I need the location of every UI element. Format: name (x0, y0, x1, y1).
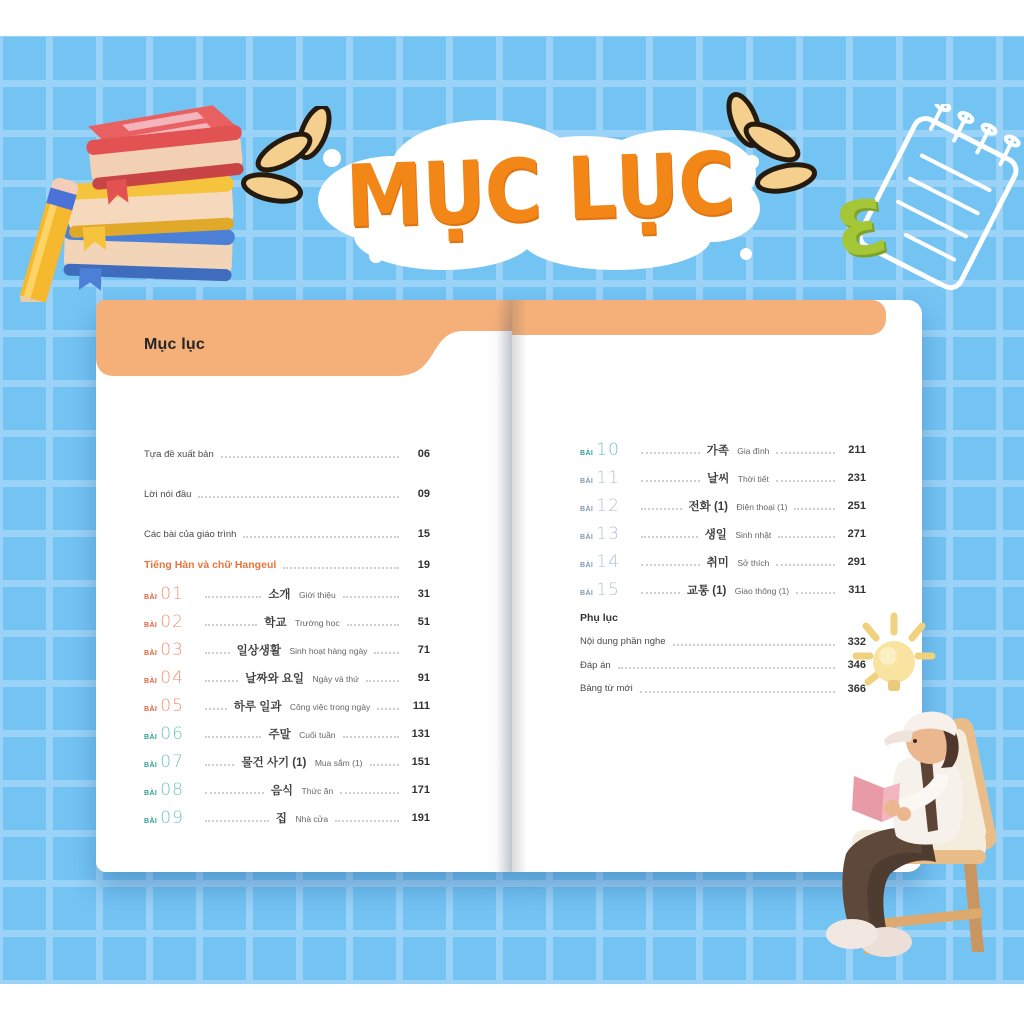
toc-lesson-row (580, 576, 866, 604)
lesson-title-korean: 집 (275, 813, 288, 825)
lesson-badge (580, 552, 634, 572)
lesson-number: 05 (160, 696, 184, 716)
toc-lesson-row (144, 692, 430, 720)
lesson-title (234, 697, 370, 715)
toc-lesson-row (580, 548, 866, 576)
lesson-title-korean: 취미 (706, 557, 729, 569)
toc-lesson-row (144, 776, 430, 804)
lesson-badge-label: BÀI (144, 818, 158, 825)
page-number: 09 (417, 488, 430, 500)
toc-lesson-row (144, 720, 430, 748)
dotted-leader (641, 592, 680, 594)
lesson-badge-label: BÀI (144, 762, 158, 769)
lesson-badge-label: BÀI (580, 450, 594, 457)
page-number: 131 (411, 728, 430, 740)
page-number: 211 (848, 444, 866, 456)
page-number: 332 (847, 635, 866, 648)
dotted-leader (343, 596, 399, 598)
toc-label: Đáp án (580, 659, 611, 671)
lesson-title (705, 525, 772, 543)
lesson-badge-label: BÀI (580, 506, 594, 513)
lesson-number: 12 (596, 496, 620, 516)
lesson-title-korean: 날짜와 요일 (245, 673, 304, 685)
toc-row (580, 654, 866, 678)
page-number: 06 (417, 448, 430, 460)
lesson-list-right (580, 436, 866, 604)
lesson-number: 02 (160, 612, 184, 632)
page-title: MỤC LỤC (344, 134, 736, 248)
lesson-title-vietnamese: Ngày và thứ (312, 674, 359, 684)
page-number: 291 (847, 556, 866, 568)
lesson-title-korean: 전화 (1) (688, 501, 728, 513)
dotted-leader (778, 536, 835, 538)
toc-label: Các bài của giáo trình (144, 528, 237, 540)
reading-character-icon (788, 680, 1020, 970)
lesson-title-korean: 교통 (1) (686, 585, 727, 597)
lesson-badge-label: BÀI (144, 790, 158, 797)
lesson-title (707, 441, 770, 459)
lesson-badge-label: BÀI (144, 594, 158, 601)
toc-lesson-row (144, 664, 430, 692)
lesson-badge (144, 612, 198, 632)
lesson-badge (580, 580, 634, 600)
dotted-leader (205, 820, 269, 822)
lesson-badge (144, 752, 198, 772)
page-number: 31 (417, 588, 430, 600)
dotted-leader (641, 536, 698, 538)
lesson-number: 08 (160, 780, 184, 800)
lesson-badge-label: BÀI (144, 706, 158, 713)
lesson-title-vietnamese: Nhà cửa (295, 814, 329, 824)
lesson-badge-label: BÀI (580, 478, 594, 485)
toc-lesson-row (144, 580, 430, 608)
dotted-leader (776, 452, 835, 454)
lesson-badge-label: BÀI (580, 534, 594, 541)
right-page-header-band (512, 300, 886, 335)
dotted-leader (374, 652, 399, 654)
lesson-number: 06 (160, 724, 184, 744)
toc-row (144, 474, 430, 514)
dotted-leader (205, 764, 234, 766)
lesson-badge (144, 780, 198, 800)
lesson-number: 13 (596, 524, 620, 544)
dotted-leader (776, 564, 835, 566)
page-number: 15 (417, 528, 430, 540)
lesson-badge-label: BÀI (144, 678, 158, 685)
lesson-title (264, 613, 339, 631)
toc-lesson-row (144, 804, 430, 832)
lesson-badge (144, 668, 198, 688)
page-number: 91 (417, 672, 430, 684)
dotted-leader (205, 652, 230, 654)
lesson-badge (144, 640, 198, 660)
lesson-badge (580, 524, 634, 544)
lesson-number: 01 (160, 584, 184, 604)
toc-lesson-row (580, 464, 866, 492)
lesson-list-left (144, 580, 430, 832)
lesson-badge (580, 440, 634, 460)
lesson-badge-label: BÀI (580, 562, 594, 569)
bottom-white-band (0, 984, 1024, 1024)
dotted-leader (796, 592, 835, 594)
toc-lesson-row (144, 608, 430, 636)
green-squiggle-icon: Ɛ (830, 182, 894, 276)
lesson-number: 14 (596, 552, 620, 572)
page-number: 111 (412, 700, 431, 712)
lesson-title-vietnamese: Thức ăn (301, 786, 334, 796)
lesson-title (268, 725, 335, 743)
lesson-title-vietnamese: Gia đình (737, 446, 770, 456)
toc-label: Lời nói đầu (144, 488, 192, 500)
lesson-badge-label: BÀI (144, 622, 158, 629)
dotted-leader (205, 708, 227, 710)
book-spine-shadow (497, 300, 527, 872)
page-number: 346 (847, 659, 866, 672)
lesson-title-vietnamese: Công việc trong ngày (289, 702, 371, 712)
lesson-badge-label: BÀI (144, 734, 158, 741)
toc-row (580, 630, 866, 654)
page-number: 231 (847, 472, 867, 484)
page-number: 271 (847, 528, 866, 540)
dotted-leader (641, 564, 700, 566)
lesson-title-korean: 가족 (706, 445, 729, 457)
dotted-leader (618, 667, 835, 669)
toc-lesson-row (580, 492, 866, 520)
lesson-title-korean: 일상생활 (236, 645, 281, 657)
dotted-leader (205, 736, 261, 738)
toc-lesson-row (580, 520, 866, 548)
lesson-title (276, 809, 328, 827)
page-number: 71 (417, 644, 430, 656)
dotted-leader (243, 536, 399, 538)
lesson-number: 15 (596, 580, 620, 600)
lesson-badge-label: BÀI (144, 650, 158, 657)
dotted-leader (673, 644, 835, 646)
dotted-leader (370, 764, 399, 766)
toc-label: Bảng từ mới (580, 683, 633, 695)
lesson-number: 10 (596, 440, 620, 460)
page-number: 171 (411, 784, 431, 796)
lesson-title-korean: 생일 (704, 529, 727, 541)
lesson-title (241, 753, 362, 771)
lesson-badge-label: BÀI (580, 590, 594, 597)
toc-row (144, 434, 430, 474)
dotted-leader (377, 708, 399, 710)
lesson-title-vietnamese: Sinh hoạt hàng ngày (289, 646, 368, 656)
lesson-title-vietnamese: Trường học (295, 618, 340, 628)
dotted-leader (347, 624, 399, 626)
lesson-title-korean: 주말 (268, 729, 291, 741)
lesson-title-vietnamese: Mua sắm (1) (314, 758, 363, 768)
lesson-title-vietnamese: Sở thích (737, 558, 770, 568)
lesson-number: 04 (160, 668, 184, 688)
section-row (144, 552, 430, 578)
lesson-number: 03 (160, 640, 184, 660)
lesson-title-vietnamese: Giao thông (1) (734, 586, 790, 596)
dotted-leader (283, 567, 399, 569)
dotted-leader (205, 624, 257, 626)
page-number: 51 (417, 616, 431, 628)
dotted-leader (198, 496, 399, 498)
lesson-title (707, 469, 769, 487)
lesson-title (271, 781, 333, 799)
appendix-title: Phụ lục (580, 612, 618, 624)
page-number: 151 (411, 756, 430, 768)
lesson-title-korean: 날씨 (707, 473, 730, 485)
dotted-leader (221, 456, 399, 458)
page-number: 251 (847, 500, 867, 512)
dotted-leader (205, 792, 264, 794)
lesson-badge (580, 496, 634, 516)
front-matter-list (144, 434, 430, 554)
page-number: 311 (848, 584, 867, 596)
notepad-icon (860, 104, 1024, 304)
toc-left-page (96, 300, 512, 872)
dotted-leader (366, 680, 399, 682)
dotted-leader (335, 820, 399, 822)
section-label: Tiếng Hàn và chữ Hangeul (144, 559, 277, 571)
dotted-leader (641, 508, 682, 510)
dotted-leader (794, 508, 835, 510)
lesson-badge (144, 584, 198, 604)
dotted-leader (205, 680, 238, 682)
lesson-number: 09 (160, 808, 184, 828)
dotted-leader (340, 792, 399, 794)
dotted-leader (205, 596, 261, 598)
dotted-leader (641, 480, 700, 482)
toc-label: Tựa đề xuất bản (144, 448, 214, 460)
lesson-title (268, 585, 335, 603)
lesson-badge (144, 696, 198, 716)
toc-lesson-row (144, 748, 430, 776)
lesson-title (707, 553, 770, 571)
lesson-title-korean: 음식 (270, 785, 294, 797)
lesson-badge (144, 724, 198, 744)
toc-lesson-row (580, 436, 866, 464)
lesson-title-korean: 물건 사기 (1) (241, 757, 307, 769)
toc-lesson-row (144, 636, 430, 664)
lesson-title-korean: 하루 일과 (233, 701, 282, 713)
dotted-leader (641, 452, 700, 454)
lesson-title-vietnamese: Cuối tuần (299, 730, 336, 740)
books-stack-icon (6, 84, 258, 302)
toc-label: Nội dung phần nghe (580, 636, 666, 648)
lesson-title (689, 497, 788, 515)
lesson-title (237, 641, 368, 659)
lesson-number: 07 (160, 752, 184, 772)
page-header-label: Mục lục (144, 336, 205, 353)
lesson-title (245, 669, 359, 687)
lesson-title-vietnamese: Thời tiết (737, 474, 769, 484)
lesson-title-vietnamese: Giới thiệu (298, 590, 336, 600)
page-number: 366 (847, 682, 866, 695)
page-number: 19 (417, 559, 430, 571)
lesson-title (687, 581, 789, 599)
lesson-title-vietnamese: Điện thoại (1) (736, 502, 788, 512)
lesson-number: 11 (596, 468, 620, 488)
dotted-leader (776, 480, 835, 482)
page-number: 191 (411, 812, 430, 824)
lesson-badge (144, 808, 198, 828)
lesson-title-korean: 학교 (264, 617, 287, 629)
lesson-title-korean: 소개 (268, 589, 291, 601)
top-white-band (0, 0, 1024, 36)
lesson-title-vietnamese: Sinh nhật (735, 530, 772, 540)
lesson-badge (580, 468, 634, 488)
dotted-leader (343, 736, 399, 738)
toc-row (144, 514, 430, 554)
